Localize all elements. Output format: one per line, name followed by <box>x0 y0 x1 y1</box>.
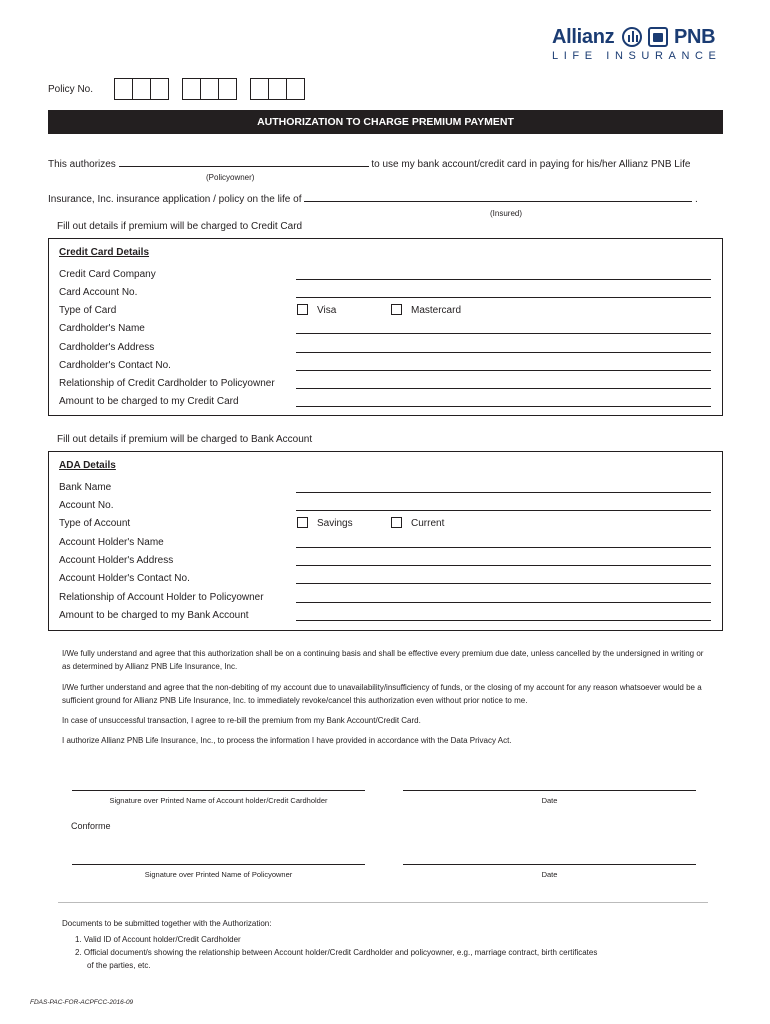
savings-label: Savings <box>317 518 353 529</box>
account-holder-name-field[interactable] <box>296 547 711 548</box>
credit-card-amount-label: Amount to be charged to my Credit Card <box>59 396 239 407</box>
credit-card-company-field[interactable] <box>296 279 711 280</box>
account-no-field[interactable] <box>296 510 711 511</box>
policy-number-field-1[interactable] <box>114 78 169 100</box>
account-holder-name-label: Account Holder's Name <box>59 537 164 548</box>
mastercard-checkbox[interactable] <box>391 304 402 315</box>
documents-item-2: 2. Official document/s showing the relationship between Account holder/Credit Cardholder and policyowner, e.g., marriage contract, birth certificates <box>75 948 598 957</box>
policy-number-label: Policy No. <box>48 84 94 95</box>
credit-card-instruction: Fill out details if premium will be charged to Credit Card <box>57 221 303 232</box>
cardholder-address-label: Cardholder's Address <box>59 342 155 353</box>
account-no-label: Account No. <box>59 500 114 511</box>
form-code: FDAS-PAC-FOR-ACPFCC-2016-09 <box>30 999 134 1006</box>
insurance-suffix: . <box>695 194 698 205</box>
current-checkbox[interactable] <box>391 517 402 528</box>
cardholder-relationship-label: Relationship of Credit Cardholder to Policyowner <box>59 378 275 389</box>
bank-amount-label: Amount to be charged to my Bank Account <box>59 610 249 621</box>
account-holder-relationship-label: Relationship of Account Holder to Policyowner <box>59 592 264 603</box>
ada-details-title: ADA Details <box>59 460 116 471</box>
brand-tagline: LIFE INSURANCE <box>552 50 722 62</box>
authorization-line-2 <box>48 191 698 205</box>
terms-paragraph-4: I authorize Allianz PNB Life Insurance, Inc., to process the information I have provided in accordance with the Data Privacy Act. <box>62 736 512 745</box>
documents-item-1: 1. Valid ID of Account holder/Credit Cardholder <box>75 935 241 944</box>
account-holder-date-field[interactable] <box>403 790 696 791</box>
cardholder-contact-label: Cardholder's Contact No. <box>59 360 171 371</box>
brand-name-allianz: Allianz <box>552 26 615 48</box>
terms-paragraph-1: I/We fully understand and agree that this authorization shall be on a continuing basis and shall be effective every premium due date, unless cancelled by the undersigned in writing or as determined by Allianz PNB Life Insurance, Inc. <box>62 649 704 671</box>
cardholder-name-field[interactable] <box>296 333 711 334</box>
authorization-prefix: This authorizes <box>48 159 116 170</box>
credit-card-company-label: Credit Card Company <box>59 269 156 280</box>
type-of-account-label: Type of Account <box>59 518 131 529</box>
policyowner-caption: (Policyowner) <box>206 173 255 182</box>
credit-card-details-title: Credit Card Details <box>59 247 150 258</box>
credit-card-details-box <box>48 238 723 416</box>
account-holder-date-caption: Date <box>541 796 558 805</box>
account-holder-contact-field[interactable] <box>296 583 711 584</box>
account-holder-address-field[interactable] <box>296 565 711 566</box>
card-account-no-label: Card Account No. <box>59 287 138 298</box>
cardholder-relationship-field[interactable] <box>296 388 711 389</box>
type-of-card-label: Type of Card <box>59 305 117 316</box>
ada-instruction: Fill out details if premium will be charged to Bank Account <box>57 434 313 445</box>
cardholder-name-label: Cardholder's Name <box>59 323 145 334</box>
policyowner-name-field[interactable] <box>119 156 369 167</box>
documents-item-2-continued: of the parties, etc. <box>87 961 151 970</box>
bank-amount-field[interactable] <box>296 620 711 621</box>
authorization-line-1 <box>48 156 690 170</box>
account-holder-signature-field[interactable] <box>72 790 365 791</box>
brand-name-pnb: PNB <box>674 26 716 48</box>
pnb-emblem-icon <box>648 27 668 47</box>
visa-checkbox[interactable] <box>297 304 308 315</box>
insured-caption: (Insured) <box>490 209 523 218</box>
authorization-suffix: to use my bank account/credit card in paying for his/her Allianz PNB Life <box>371 159 691 170</box>
allianz-eagle-icon <box>622 27 642 47</box>
credit-card-amount-field[interactable] <box>296 406 711 407</box>
savings-checkbox[interactable] <box>297 517 308 528</box>
policy-number-field-2[interactable] <box>182 78 237 100</box>
bank-name-label: Bank Name <box>59 482 112 493</box>
policyowner-date-field[interactable] <box>403 864 696 865</box>
cardholder-contact-field[interactable] <box>296 370 711 371</box>
policy-number-field-3[interactable] <box>250 78 305 100</box>
account-holder-contact-label: Account Holder's Contact No. <box>59 573 190 584</box>
visa-label: Visa <box>317 305 337 316</box>
card-account-no-field[interactable] <box>296 297 711 298</box>
cardholder-address-field[interactable] <box>296 352 711 353</box>
account-holder-address-label: Account Holder's Address <box>59 555 174 566</box>
terms-paragraph-2: I/We further understand and agree that the non-debiting of my account due to unavailability/insufficiency of funds, or the closing of my account for any reason whatsoever would be a sufficient ground for Allianz PNB Life Insurance, Inc. to immediately revoke/cancel this authorization even without prior notice to me. <box>62 683 702 705</box>
account-holder-relationship-field[interactable] <box>296 602 711 603</box>
policyowner-signature-caption: Signature over Printed Name of Policyowner <box>144 870 293 879</box>
bank-name-field[interactable] <box>296 492 711 493</box>
company-logo <box>552 24 722 50</box>
documents-heading: Documents to be submitted together with the Authorization: <box>62 919 272 928</box>
policyowner-date-caption: Date <box>541 870 558 879</box>
account-holder-signature-caption: Signature over Printed Name of Account holder/Credit Cardholder <box>109 796 328 805</box>
insured-name-field[interactable] <box>304 191 692 202</box>
terms-paragraph-3: In case of unsuccessful transaction, I agree to re-bill the premium from my Bank Account/Credit Card. <box>62 716 421 725</box>
conforme-label: Conforme <box>71 821 111 831</box>
section-divider <box>58 902 708 903</box>
policyowner-signature-field[interactable] <box>72 864 365 865</box>
insurance-prefix: Insurance, Inc. insurance application / policy on the life of <box>48 194 302 205</box>
mastercard-label: Mastercard <box>411 305 462 316</box>
current-label: Current <box>411 518 445 529</box>
form-title-banner: AUTHORIZATION TO CHARGE PREMIUM PAYMENT <box>48 110 723 134</box>
